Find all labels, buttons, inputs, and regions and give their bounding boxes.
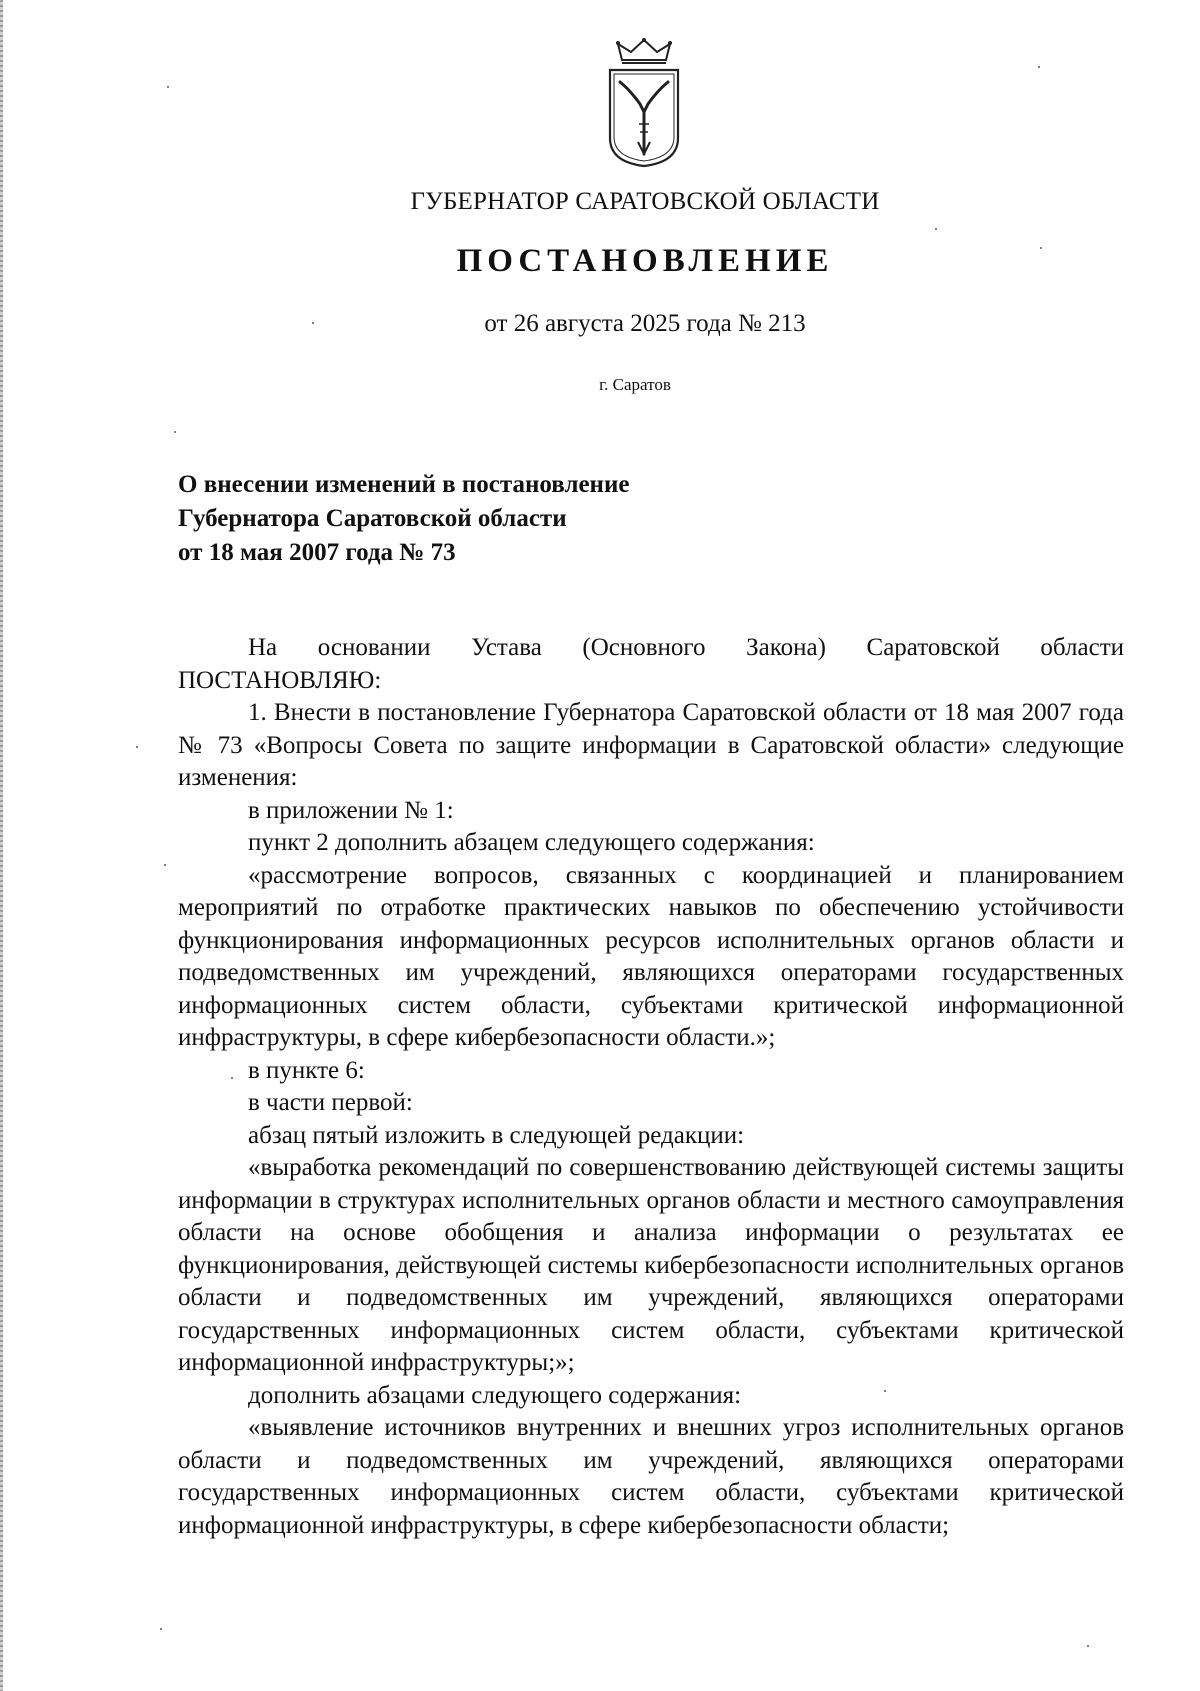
paragraph-5-instruction: абзац пятый изложить в следующей редакции: bbox=[248, 1121, 745, 1149]
saratov-coat-of-arms-icon bbox=[604, 38, 684, 168]
document-date-number: от 26 августа 2025 года № 213 bbox=[484, 310, 806, 337]
scan-speck bbox=[160, 1628, 162, 1630]
quoted-paragraph-1: «рассмотрение вопросов, связанных с координацией и планированием мероприятий по отработке практических навыков по обеспечению устойчивости функционирования информационных ресурсов исполнительных органов области и подведомственных им учреждений, являющихся операторами государственных информационных систем области, субъектами критической информационной инфраструктуры, в сфере кибербезопасности области.»; bbox=[178, 861, 1124, 1051]
scan-speck bbox=[1087, 1645, 1089, 1647]
point-6-paragraph: в пункте 6: bbox=[248, 1056, 365, 1084]
add-paragraphs-instruction: дополнить абзацами следующего содержания: bbox=[248, 1381, 742, 1409]
scan-speck bbox=[164, 864, 166, 866]
preamble-paragraph: На основании Устава (Основного Закона) Саратовской области bbox=[248, 634, 1124, 661]
document-type: ПОСТАНОВЛЕНИЕ bbox=[456, 243, 834, 279]
part-1-paragraph: в части первой: bbox=[248, 1089, 413, 1116]
scan-speck bbox=[167, 86, 169, 88]
subject-line: Губернатора Саратовской области bbox=[178, 505, 567, 532]
quoted-paragraph-2: «выработка рекомендаций по совершенствованию действующей системы защиты информации в структурах исполнительных органов области и местного самоуправления области на основе обобщения и анализа информации о результатах ее функционирования, действующей системы кибербезопасности исполнительных органов области и подведомственных им учреждений, являющихся операторами государственных информационных систем области, субъектами критической информационной инфраструктуры;»; bbox=[178, 1154, 1124, 1376]
document-subject bbox=[178, 468, 878, 570]
document-city: г. Саратов bbox=[599, 375, 671, 394]
subject-line: О внесении изменений в постановление bbox=[178, 471, 630, 498]
scan-speck bbox=[174, 431, 176, 433]
decree-word: ПОСТАНОВЛЯЮ: bbox=[178, 666, 382, 694]
scan-speck bbox=[935, 228, 937, 230]
point-2-paragraph: пункт 2 дополнить абзацем следующего содержания: bbox=[248, 829, 815, 856]
item-1-paragraph: 1. Внести в постановление Губернатора Саратовской области от 18 мая 2007 года № 73 «Вопросы Совета по защите информации в Саратовской области» следующие изменения: bbox=[178, 699, 1124, 791]
subject-line: от 18 мая 2007 года № 73 bbox=[178, 539, 456, 566]
scan-speck bbox=[136, 746, 138, 748]
scan-speck bbox=[1038, 66, 1040, 68]
quoted-paragraph-3: «выявление источников внутренних и внешних угроз исполнительных органов области и подведомственных им учреждений, являющихся операторами государственных информационных систем области, субъектами критической информационной инфраструктуры, в сфере кибербезопасности области; bbox=[178, 1414, 1124, 1539]
appendix-paragraph: в приложении № 1: bbox=[248, 796, 454, 824]
document-body bbox=[178, 632, 1124, 1542]
issuing-authority: ГУБЕРНАТОР САРАТОВСКОЙ ОБЛАСТИ bbox=[410, 188, 880, 215]
